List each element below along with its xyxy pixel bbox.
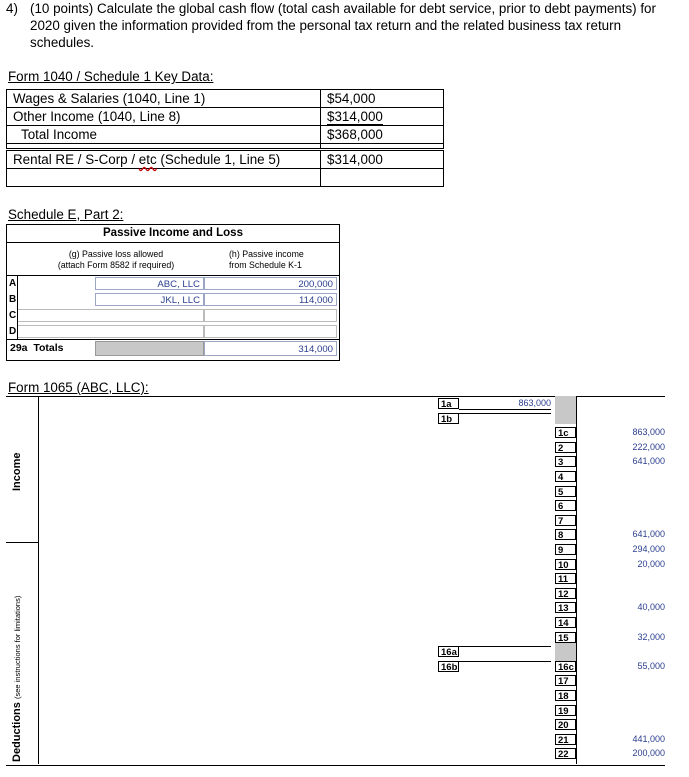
line-right-box: 21: [555, 734, 576, 745]
line-box-label: 16a: [438, 646, 459, 657]
wages-value: $54,000: [321, 90, 444, 108]
line-right-box: 5: [555, 486, 576, 497]
line-amount: 641,000: [632, 529, 665, 539]
row-c-g: [17, 309, 204, 322]
line-right-box: 11: [555, 573, 576, 584]
table-row: [7, 150, 444, 169]
schedule-e-title: Passive Income and Loss: [103, 227, 243, 239]
line-amount: 294,000: [632, 544, 665, 554]
line-right-box: 3: [555, 456, 576, 467]
row-d-h: [204, 325, 337, 338]
line-right-box: 19: [555, 705, 576, 716]
line-right-box: 1c: [555, 427, 576, 438]
totals-g-shaded: [95, 341, 204, 356]
line-right-box: 10: [555, 559, 576, 570]
line-amount: 441,000: [632, 734, 665, 744]
form1065-heading: Form 1065 (ABC, LLC):: [8, 380, 149, 395]
side-deductions: Deductions (see instructions for limitations): [11, 595, 23, 762]
rental-label: Rental RE / S-Corp / etc (Schedule 1, Line 5): [7, 150, 321, 169]
line-right-box: 18: [555, 690, 576, 701]
other-income-label: Other Income (1040, Line 8): [7, 108, 321, 126]
line-right-box: 4: [555, 471, 576, 482]
line-right-box: 6: [555, 500, 576, 511]
table-row: [7, 126, 444, 144]
row-letter-a: A: [9, 278, 17, 289]
line-right-box: 22: [555, 748, 576, 759]
question-number: 4): [6, 1, 18, 16]
table-row: [7, 90, 444, 108]
side-income: Income: [11, 452, 23, 491]
line-amount: 641,000: [632, 456, 665, 466]
line-right-box: 14: [555, 617, 576, 628]
key-data-table: [6, 89, 444, 187]
table-row: [7, 169, 444, 187]
line-amount: 20,000: [637, 559, 665, 569]
line-amount: 863,000: [632, 427, 665, 437]
table-row: [7, 108, 444, 126]
total-income-label: Total Income: [7, 126, 321, 144]
wages-label: Wages & Salaries (1040, Line 1): [7, 90, 321, 108]
line-right-box: 12: [555, 588, 576, 599]
row-a-h: 200,000: [204, 277, 337, 290]
row-b-h: 114,000: [204, 293, 337, 306]
line-amount: 222,000: [632, 442, 665, 452]
line-amount: 55,000: [637, 661, 665, 671]
row-c-h: [204, 309, 337, 322]
line-right-box: 7: [555, 515, 576, 526]
row-d-g: [17, 325, 204, 338]
line-inner-amount: [459, 646, 551, 647]
schedule-e-box: [6, 224, 340, 361]
line-right-box: 20: [555, 719, 576, 730]
col-g-header: (g) Passive loss allowed (attach Form 8582 if required): [57, 249, 175, 270]
line-right-box: 9: [555, 544, 576, 555]
row-letter-c: C: [9, 310, 17, 321]
totals-label: 29a Totals: [10, 342, 64, 354]
line-right-box: 13: [555, 602, 576, 613]
row-b-g: JKL, LLC: [95, 293, 204, 306]
line-amount: 40,000: [637, 602, 665, 612]
key-data-heading: Form 1040 / Schedule 1 Key Data:: [8, 69, 214, 84]
line-inner-amount: 863,000: [459, 398, 551, 410]
col-h-header: (h) Passive income from Schedule K-1: [229, 249, 304, 270]
line-box-label: 16b: [438, 661, 459, 672]
line-box-label: 1a: [438, 398, 459, 409]
line-right-box: 2: [555, 442, 576, 453]
row-a-g: ABC, LLC: [95, 277, 204, 290]
line-box-label: 1b: [438, 413, 459, 424]
line-amount: 200,000: [632, 748, 665, 758]
line-right-box: 17: [555, 675, 576, 686]
shaded-col: [555, 396, 576, 424]
line-right-box: 8: [555, 529, 576, 540]
schedule-e-heading: Schedule E, Part 2:: [8, 207, 124, 222]
other-income-value: $314,000: [321, 108, 444, 126]
row-letter-d: D: [9, 326, 17, 337]
line-inner-amount: [459, 661, 551, 662]
rental-value: $314,000: [321, 150, 444, 169]
total-income-value: $368,000: [321, 126, 444, 144]
line-right-box: 15: [555, 632, 576, 643]
totals-h: 314,000: [204, 341, 337, 356]
line-amount: 32,000: [637, 632, 665, 642]
question-text: (10 points) Calculate the global cash flow (total cash available for debt service, prior to debt payments) for 2020 given the information provided from the personal tax return and the related business tax return schedules.: [30, 1, 656, 50]
line-inner-amount: [459, 413, 551, 414]
row-letter-b: B: [9, 294, 17, 305]
line-right-box: 16c: [555, 661, 576, 672]
